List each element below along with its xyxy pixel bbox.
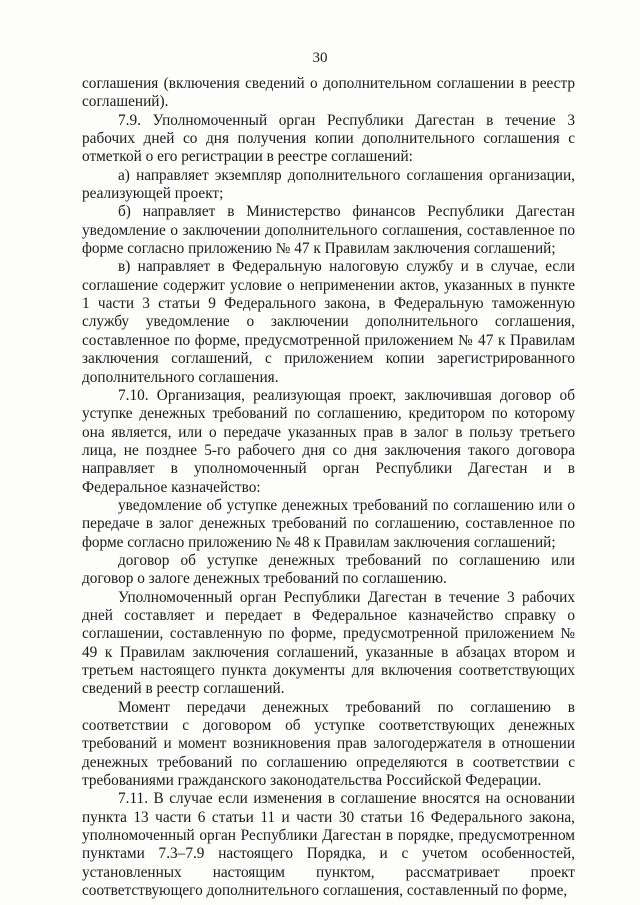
paragraph-7-10-moment: Момент передачи денежных требований по соглашению в соответствии с договором об уступке соответствующих денежных требований и момент возникновения прав залогодержателя в отношении денежных требований по соглашению определяются в соответствии с требованиями гражданского законодательства Российской Федерации. <box>82 698 575 790</box>
paragraph-7-11: 7.11. В случае если изменения в соглашение вносятся на основании пункта 13 части 6 статьи 11 и части 30 статьи 16 Федерального закона, уполномоченный орган Республики Дагестан в порядке, предусмотренном пунктами 7.3–7.9 настоящего Порядка, и с учетом особенностей, установленных настоящим пунктом, рассматривает проект соответствующего дополнительного соглашения, составленный по форме, <box>82 790 575 900</box>
paragraph-7-9-v: в) направляет в Федеральную налоговую службу и в случае, если соглашение содержит условие о неприменении актов, указанных в пункте 1 части 3 статьи 9 Федерального закона, в Федеральную таможенную службу уведомление о заключении дополнительного соглашения, составленное по форме, предусмотренной приложением № 47 к Правилам заключения соглашений, с приложением копии зарегистрированного дополнительного соглашения. <box>82 258 575 386</box>
paragraph-7-9-a: а) направляет экземпляр дополнительного соглашения организации, реализующей проект; <box>82 166 575 203</box>
paragraph-7-9-b: б) направляет в Министерство финансов Республики Дагестан уведомление о заключении дополнительного соглашения, составленное по форме согласно приложению № 47 к Правилам заключения соглашений; <box>82 203 575 258</box>
paragraph-7-10-notice: уведомление об уступке денежных требований по соглашению или о передаче в залог денежных требований по соглашению, составленное по форме согласно приложению № 48 к Правилам заключения соглашений; <box>82 496 575 551</box>
paragraph-continuation: соглашения (включения сведений о дополнительном соглашении в реестр соглашений). <box>82 75 575 111</box>
paragraph-7-9: 7.9. Уполномоченный орган Республики Дагестан в течение 3 рабочих дней со дня получения копии дополнительного соглашения с отметкой о его регистрации в реестре соглашений: <box>82 111 575 166</box>
paragraph-7-10-contract: договор об уступке денежных требований по соглашению или договор о залоге денежных требований по соглашению. <box>82 551 575 588</box>
paragraph-7-10-reference: Уполномоченный орган Республики Дагестан в течение 3 рабочих дней составляет и передает в Федеральное казначейство справку о соглашении, составленную по форме, предусмотренной приложением № 49 к Правилам заключения соглашений, указанные в абзацах втором и третьем настоящего пункта документы для включения соответствующих сведений в реестр соглашений. <box>82 588 575 698</box>
paragraph-7-10: 7.10. Организация, реализующая проект, заключившая договор об уступке денежных требований по соглашению, кредитором по которому она является, или о передаче указанных прав в залог в пользу третьего лица, не позднее 5-го рабочего дня со дня заключения такого договора направляет в уполномоченный орган Республики Дагестан и в Федеральное казначейство: <box>82 386 575 496</box>
page-number: 30 <box>312 50 328 66</box>
document-body <box>82 75 575 900</box>
